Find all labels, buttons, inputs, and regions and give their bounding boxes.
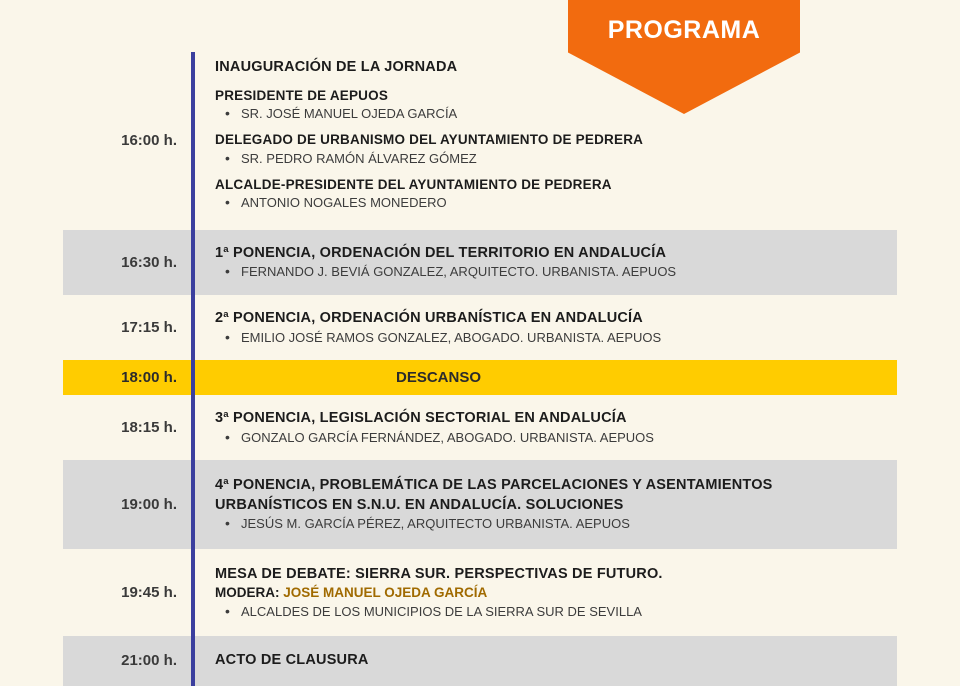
speaker-name: • JESÚS M. GARCÍA PÉREZ, ARQUITECTO URBANISTA. AEPUOS (215, 515, 885, 533)
row-time: 19:45 h. (121, 584, 177, 602)
schedule-row (63, 230, 897, 295)
row-content (195, 636, 897, 686)
session-title: 2ª PONENCIA, ORDENACIÓN URBANÍSTICA EN ANDALUCÍA (215, 309, 643, 326)
speaker-role: ALCALDE-PRESIDENTE DEL AYUNTAMIENTO DE PEDRERA (215, 177, 612, 193)
speaker-name: • SR. JOSÉ MANUEL OJEDA GARCÍA (215, 105, 885, 123)
row-content (195, 395, 897, 460)
row-content (195, 460, 897, 549)
break-label: DESCANSO (395, 369, 481, 387)
participants: • ALCALDES DE LOS MUNICIPIOS DE LA SIERRA SUR DE SEVILLA (215, 603, 885, 621)
speaker-name: • EMILIO JOSÉ RAMOS GONZALEZ, ABOGADO. URBANISTA. AEPUOS (215, 329, 885, 347)
schedule-table (63, 0, 897, 686)
speaker-role: PRESIDENTE DE AEPUOS (215, 87, 389, 103)
row-time: 16:30 h. (121, 253, 177, 271)
row-content (195, 230, 897, 295)
session-title: INAUGURACIÓN DE LA JORNADA (215, 59, 458, 75)
schedule-row-break (63, 360, 897, 395)
session-title: 1ª PONENCIA, ORDENACIÓN DEL TERRITORIO EN ANDALUCÍA (215, 244, 667, 261)
speaker-name: • ANTONIO NOGALES MONEDERO (215, 194, 885, 212)
session-title: ACTO DE CLAUSURA (215, 652, 369, 669)
speaker-name: • GONZALO GARCÍA FERNÁNDEZ, ABOGADO. URBANISTA. AEPUOS (215, 429, 885, 447)
row-time: 18:15 h. (121, 419, 177, 437)
schedule-row (63, 636, 897, 686)
schedule-row (63, 295, 897, 360)
program-banner-title: PROGRAMA (607, 16, 761, 44)
schedule-row (63, 460, 897, 549)
row-time: 16:00 h. (121, 132, 177, 150)
row-time: 18:00 h. (121, 369, 177, 387)
speaker-role: DELEGADO DE URBANISMO DEL AYUNTAMIENTO DE PEDRERA (215, 132, 644, 148)
schedule-row (63, 395, 897, 460)
speaker-name: • SR. PEDRO RAMÓN ÁLVAREZ GÓMEZ (215, 150, 885, 168)
row-time: 17:15 h. (121, 319, 177, 337)
session-title: MESA DE DEBATE: SIERRA SUR. PERSPECTIVAS DE FUTURO. (215, 565, 663, 582)
row-content (195, 295, 897, 360)
row-content (195, 52, 897, 230)
schedule-row (63, 549, 897, 636)
row-time: 21:00 h. (121, 652, 177, 670)
row-content (195, 549, 897, 636)
moderator-line (215, 584, 885, 602)
session-title: 3ª PONENCIA, LEGISLACIÓN SECTORIAL EN ANDALUCÍA (215, 410, 627, 427)
row-time: 19:00 h. (121, 496, 177, 514)
speaker-name: • FERNANDO J. BEVIÁ GONZALEZ, ARQUITECTO. URBANISTA. AEPUOS (215, 263, 885, 281)
session-title: 4ª PONENCIA, PROBLEMÁTICA DE LAS PARCELACIONES Y ASENTAMIENTOS URBANÍSTICOS EN S.N.U. EN ANDALUCÍA. SOLUCIONES (215, 477, 773, 513)
moderator-label: MODERA: (215, 585, 280, 601)
moderator-name: JOSÉ MANUEL OJEDA GARCÍA (283, 585, 488, 601)
